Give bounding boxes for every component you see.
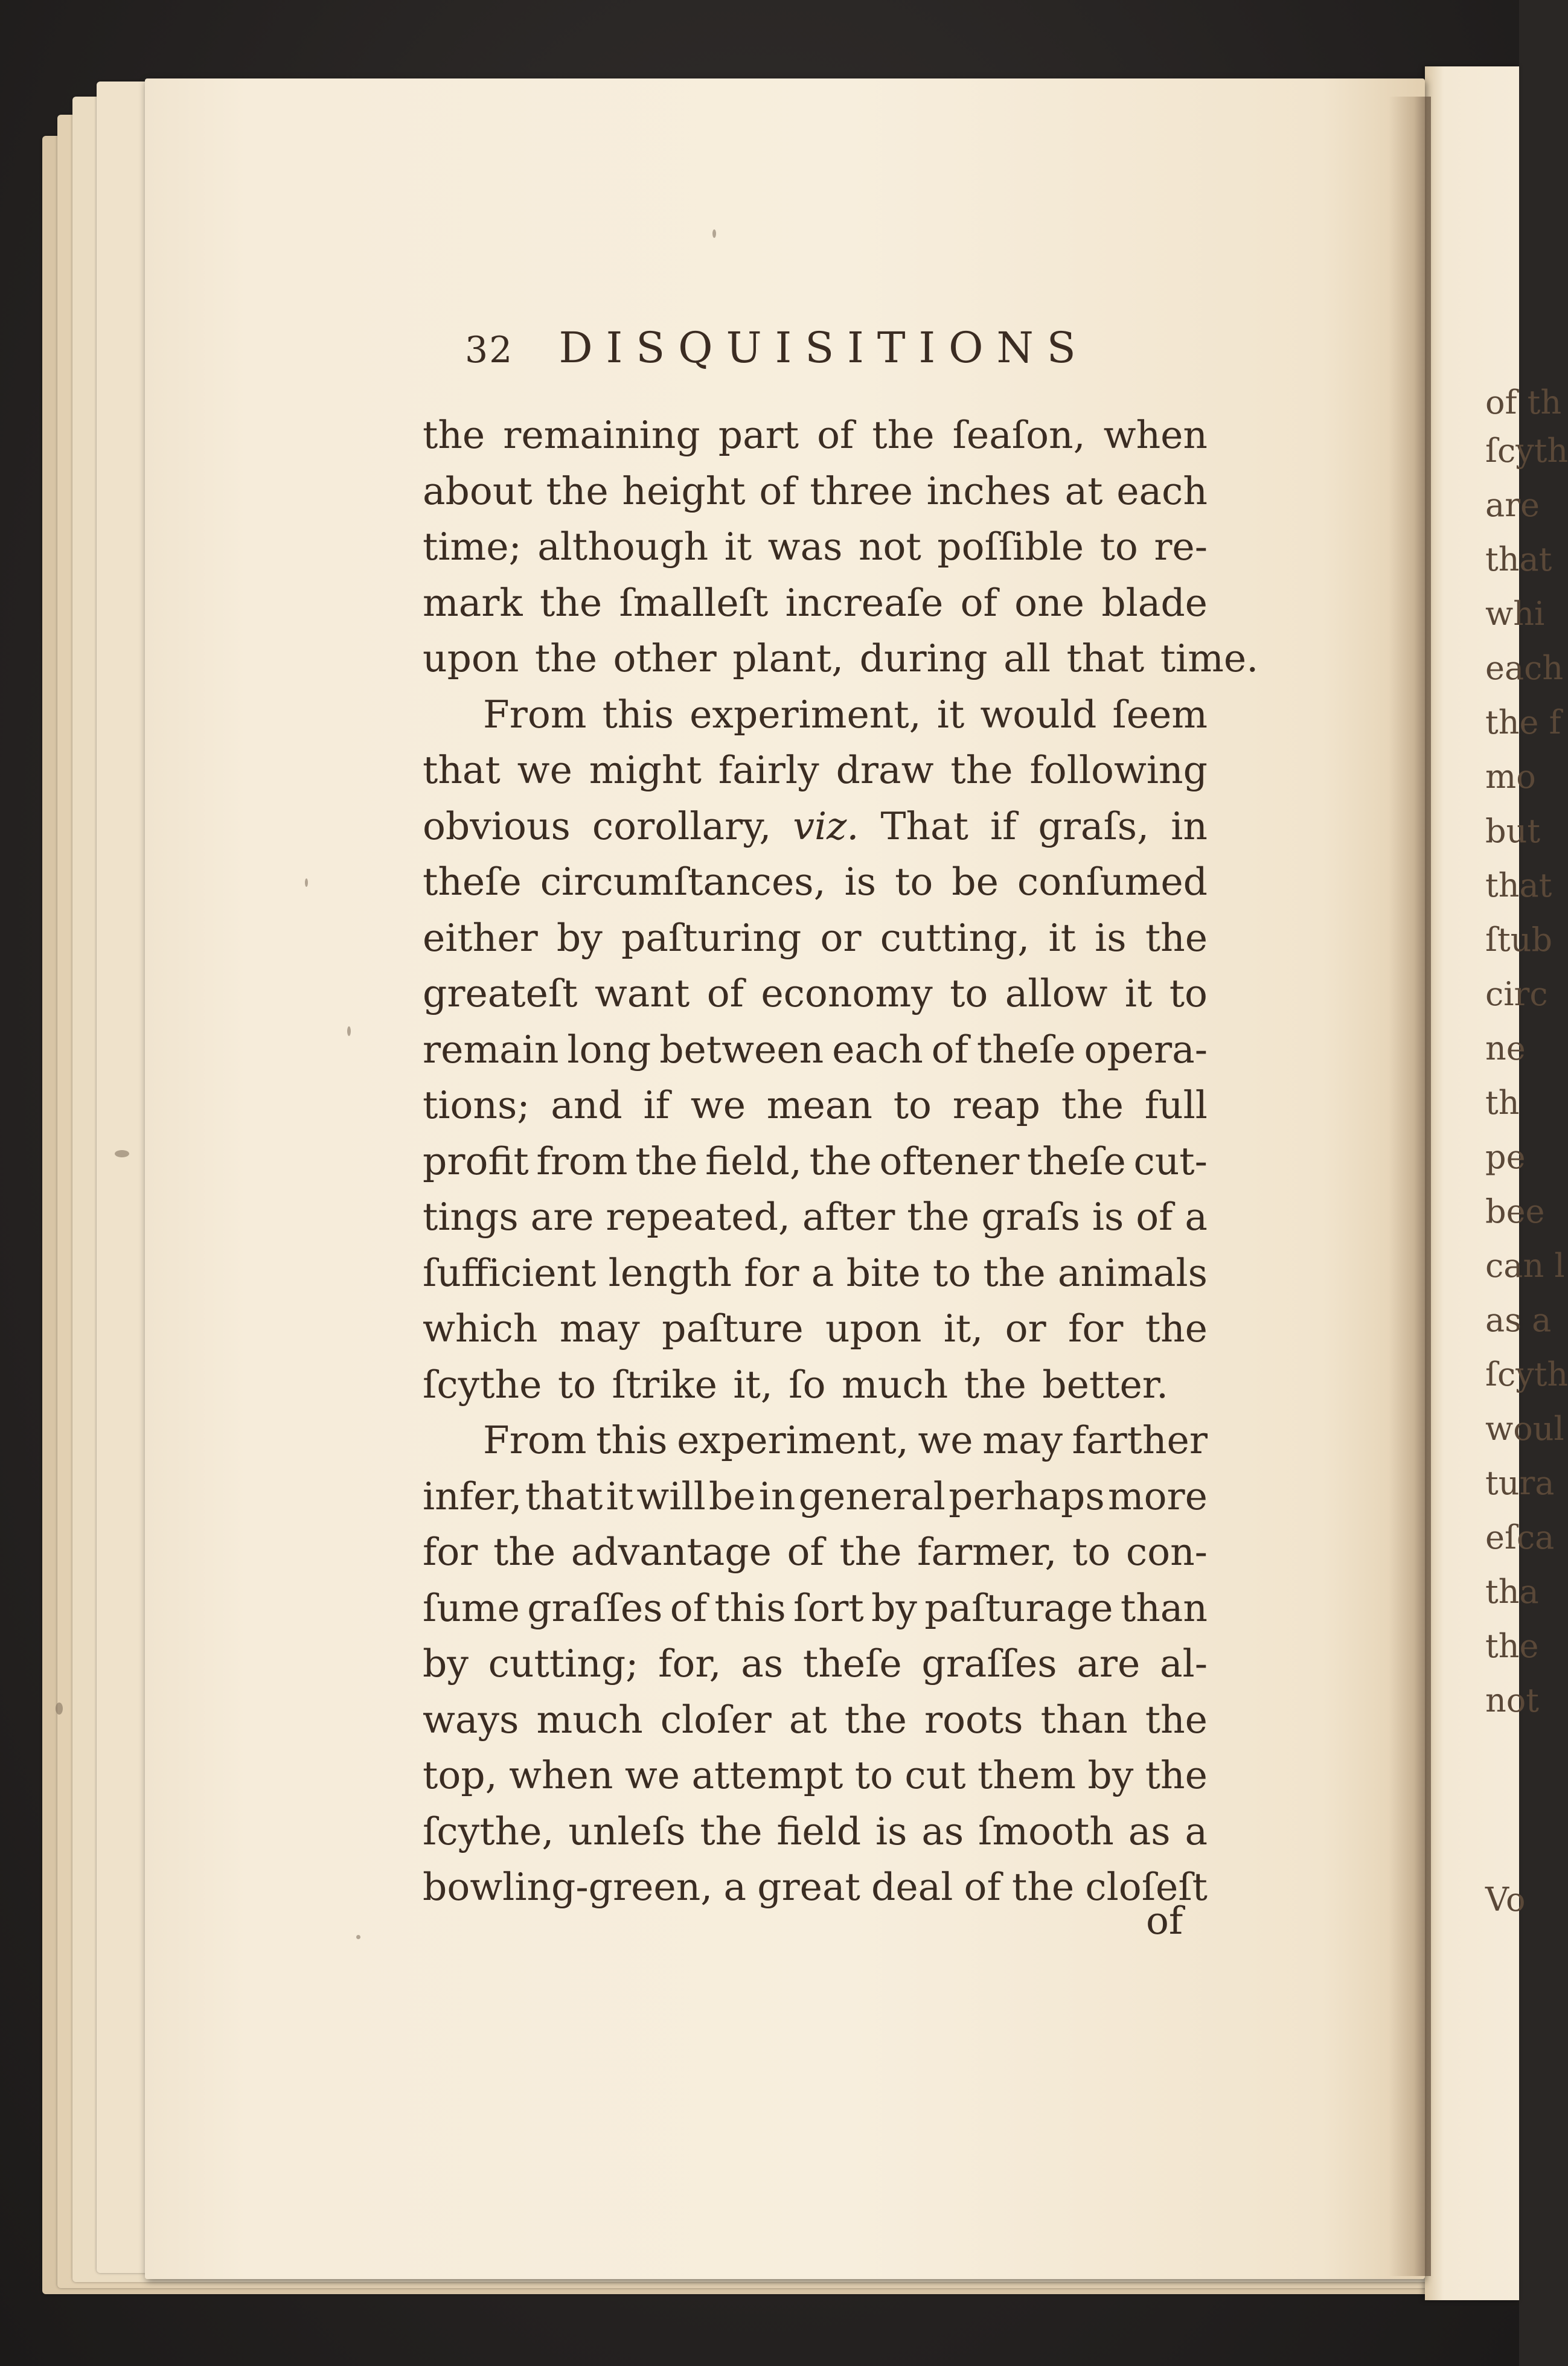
page-header [465,323,1089,371]
word: inches [926,468,1051,513]
word: cloſer [660,1697,772,1742]
word: re- [1154,525,1208,569]
word: general [798,1474,946,1518]
text-line [423,1748,1208,1804]
word: it [606,1474,634,1518]
word: plant, [732,636,844,680]
word: oftener [879,1139,1020,1183]
facing-page-fragment: ne [1485,1029,1526,1067]
text-line [423,464,1208,520]
word: the [1145,1753,1208,1797]
paper-speck [305,878,308,887]
facing-page-fragment: circ [1485,975,1548,1013]
text-line [423,1078,1208,1134]
word: remain [423,1027,559,1072]
text-line [423,1469,1208,1525]
word: the [1145,915,1208,960]
word: in [1171,804,1208,848]
word: corollary, [592,804,772,848]
word: blade [1101,580,1208,625]
text-line [423,1022,1208,1078]
facing-page [1425,66,1568,2300]
word: that [1066,636,1145,680]
word: the [1061,1083,1124,1127]
word: that [525,1474,603,1518]
word: perhaps [949,1474,1105,1518]
word: farmer, [917,1530,1057,1574]
running-head: DISQUISITIONS [558,323,1089,372]
word: of [787,1530,824,1574]
word: conſumed [1017,860,1208,904]
word: the [1145,1306,1208,1351]
paper-speck [56,1703,63,1715]
word: to [557,1362,597,1407]
word: a [811,1250,834,1295]
word: graſſes [527,1585,663,1630]
word: much [842,1362,949,1407]
word: each [1116,468,1208,513]
facing-page-fragment: mo [1485,758,1536,796]
word: this [596,1418,668,1462]
text-line [423,1581,1208,1637]
word: ſo [789,1362,826,1407]
facing-page-fragment: as a [1485,1301,1552,1339]
text-line [423,575,1208,631]
word: other [613,636,717,680]
word: the [809,1139,872,1183]
word: we [918,1418,973,1462]
word: as [741,1642,784,1686]
word: viz. [793,804,859,848]
word: it [1048,915,1076,960]
word: cut [904,1753,966,1797]
word: to [1169,971,1208,1015]
word: either [423,915,538,960]
word: fairly [718,748,819,792]
facing-page-fragment: pe [1485,1138,1526,1176]
facing-page-fragment: but [1485,812,1541,850]
word: was [767,525,843,569]
facing-page-fragment: of th [1485,383,1562,421]
facing-page-fragment: can l [1485,1247,1565,1285]
word: to [1072,1530,1111,1574]
text-line [423,687,1208,743]
word: for [423,1530,478,1574]
word: time. [1160,636,1259,680]
word: opera- [1084,1027,1208,1072]
word: bowling-green, [423,1865,713,1909]
word: time; [423,525,522,569]
word: ſort [793,1585,864,1630]
word: cut- [1133,1139,1208,1183]
word: we [517,748,572,792]
facing-page-fragment: ſcyth [1485,1355,1568,1393]
text-line [423,1804,1208,1860]
word: would [980,692,1097,737]
word: of [759,468,796,513]
word: greateſt [423,971,578,1015]
word: From [483,1418,587,1462]
text-line [423,910,1208,967]
word: length [608,1250,732,1295]
text-line [423,1245,1208,1302]
word: theſe [976,1027,1076,1072]
word: is [1092,1195,1124,1239]
text-line [423,966,1208,1022]
text-line [423,519,1208,575]
word: if [990,804,1017,848]
word: as [1128,1809,1171,1853]
word: ways [423,1697,519,1742]
word: upon [423,636,519,680]
word: tions; [423,1083,530,1127]
word: profit [423,1139,529,1183]
word: all [1003,636,1051,680]
word: to [932,1250,971,1295]
facing-page-fragment: woul [1485,1410,1564,1448]
word: one [1014,580,1084,625]
word: by [1087,1753,1134,1797]
word: field [776,1809,862,1853]
word: That [880,804,968,848]
word: upon [825,1306,922,1351]
word: attempt [691,1753,843,1797]
word: the [539,580,603,625]
facing-page-fragment: tura [1485,1464,1555,1502]
word: by [871,1585,917,1630]
word: that [423,748,501,792]
word: might [589,748,702,792]
word: ſmooth [978,1809,1114,1853]
facing-page-fragment: whi [1485,595,1545,633]
word: it [724,525,752,569]
word: infer, [423,1474,522,1518]
word: than [1120,1585,1208,1630]
word: is [844,860,877,904]
text-line [423,1134,1208,1190]
word: of [964,1865,1001,1909]
word: ſufficient [423,1250,597,1295]
text-line [423,1636,1208,1692]
word: for, [658,1642,722,1686]
word: ſcythe [423,1362,542,1407]
facing-page-fragment: tha [1485,1573,1539,1611]
word: the [493,1530,556,1574]
page-number: 32 [465,329,514,371]
word: this [714,1585,786,1630]
word: draw [836,748,934,792]
word: the [423,413,485,457]
word: each [832,1027,923,1072]
word: after [802,1195,895,1239]
word: a [723,1865,747,1909]
word: theſe [1026,1139,1126,1183]
facing-page-fragment: bee [1485,1192,1545,1230]
word: more [1107,1474,1208,1518]
facing-page-fragment: ſcyth [1485,432,1568,470]
word: or [820,915,862,960]
word: may [982,1418,1063,1462]
word: full [1144,1083,1208,1127]
word: experiment, [677,1418,909,1462]
word: economy [761,971,933,1015]
paper-speck [712,229,716,238]
word: advantage [571,1530,772,1574]
word: the [534,636,598,680]
word: although [537,525,709,569]
word: mark [423,580,523,625]
word: at [789,1697,827,1742]
word: by [556,915,603,960]
word: mean [766,1083,872,1127]
word: great [757,1865,860,1909]
paper-speck [356,1935,360,1939]
word: animals [1057,1250,1208,1295]
word: part [718,413,799,457]
word: al- [1160,1642,1208,1686]
word: of [706,971,744,1015]
body-text [423,408,1259,1916]
word: want [594,971,690,1015]
word: of [670,1585,708,1630]
word: theſe [802,1642,902,1686]
word: deal [871,1865,953,1909]
word: during [859,636,988,680]
text-line [423,743,1208,799]
facing-page-fragment: Vo [1485,1881,1526,1919]
word: is [1095,915,1127,960]
paper-speck [347,1026,351,1036]
facing-page-fragment: that [1485,540,1552,578]
word: field, [705,1139,802,1183]
word: the [983,1250,1046,1295]
word: farther [1072,1418,1208,1462]
word: the [1011,1865,1075,1909]
text-line [423,1524,1208,1581]
word: the [964,1362,1026,1407]
text-line [423,1357,1208,1413]
word: remaining [503,413,700,457]
word: height [622,468,746,513]
word: to [854,1753,893,1797]
word: graſſes [921,1642,1057,1686]
word: the [844,1697,907,1742]
word: of [960,580,997,625]
word: ſtrike [612,1362,717,1407]
word: con- [1125,1530,1208,1574]
word: of [931,1027,968,1072]
word: increaſe [785,580,944,625]
word: to [950,971,988,1015]
word: to [893,1083,932,1127]
word: and [551,1083,622,1127]
word: for [744,1250,799,1295]
word: theſe [423,860,522,904]
word: circumſtances, [540,860,826,904]
word: graſs, [1038,804,1150,848]
text-line [423,1189,1208,1245]
word: ſcythe, [423,1809,554,1853]
word: it [1124,971,1153,1015]
word: cutting; [488,1642,639,1686]
word: paſturing [621,915,802,960]
word: tings [423,1195,519,1239]
word: a [1185,1195,1208,1239]
text-line [423,408,1208,464]
word: be [708,1474,756,1518]
word: not [858,525,921,569]
word: the [700,1809,763,1853]
text-line [423,799,1208,855]
word: paſture [662,1306,804,1351]
facing-page-fragment: ſtub [1485,921,1553,959]
word: roots [924,1697,1023,1742]
text-line [423,1413,1208,1469]
word: between [659,1027,824,1072]
word: the [907,1195,970,1239]
word: this [602,692,674,737]
word: the [872,413,935,457]
word: better. [1042,1362,1169,1407]
word: the [950,748,1013,792]
word: ſmalleſt [619,580,769,625]
word: unleſs [568,1809,686,1853]
word: long [567,1027,651,1072]
word: are [530,1195,594,1239]
word: the [1145,1697,1208,1742]
facing-page-fragment: eſca [1485,1518,1555,1556]
word: is [875,1809,907,1853]
word: a [1185,1809,1208,1853]
word: are [1077,1642,1141,1686]
word: to [895,860,933,904]
word: experiment, [690,692,921,737]
word: the [546,468,609,513]
text-line [423,854,1208,910]
facing-page-fragment: not [1485,1681,1539,1719]
word: in [758,1474,796,1518]
word: or [1005,1306,1046,1351]
word: for [1068,1306,1124,1351]
word: we [624,1753,680,1797]
word: top, [423,1753,498,1797]
word: obvious [423,804,571,848]
word: it, [943,1306,984,1351]
word: three [810,468,913,513]
text-line [423,1859,1208,1916]
word: ſeem [1112,692,1208,737]
text-line [423,1692,1208,1748]
page-gutter [1389,97,1431,2276]
text-line [423,1301,1208,1357]
word: paſturage [924,1585,1113,1630]
word: about [423,468,533,513]
word: graſs [981,1195,1081,1239]
word: from [536,1139,628,1183]
word: ſume [423,1585,520,1630]
facing-page-fragment: the f [1485,703,1561,741]
word: the [635,1139,698,1183]
paper-speck [115,1150,129,1157]
word: reap [952,1083,1040,1127]
facing-page-fragment: are [1485,486,1540,524]
word: it, [733,1362,773,1407]
word: poſſible [937,525,1084,569]
catchword: of [1146,1899,1183,1943]
word: allow [1005,971,1108,1015]
facing-page-fragment: th [1485,1084,1520,1122]
text-line [423,631,1259,687]
word: if [643,1083,670,1127]
word: be [952,860,999,904]
word: which [423,1306,538,1351]
word: them [978,1753,1076,1797]
word: it [936,692,965,737]
word: when [509,1753,613,1797]
facing-page-fragment: that [1485,866,1552,904]
word: ſeaſon, [952,413,1086,457]
word: repeated, [606,1195,790,1239]
word: following [1029,748,1208,792]
word: when [1103,413,1208,457]
word: will [636,1474,706,1518]
word: From [483,692,587,737]
word: much [536,1697,643,1742]
word: to [1099,525,1138,569]
facing-page-fragment: the [1485,1627,1539,1665]
word: of [817,413,854,457]
word: cutting, [880,915,1030,960]
word: bite [846,1250,921,1295]
word: we [690,1083,746,1127]
word: by [423,1642,469,1686]
word: at [1064,468,1103,513]
facing-page-fragment: each [1485,649,1564,687]
word: cloſeſt [1085,1865,1208,1909]
word: of [1136,1195,1173,1239]
word: may [559,1306,640,1351]
word: than [1040,1697,1128,1742]
word: the [839,1530,902,1574]
word: as [921,1809,964,1853]
